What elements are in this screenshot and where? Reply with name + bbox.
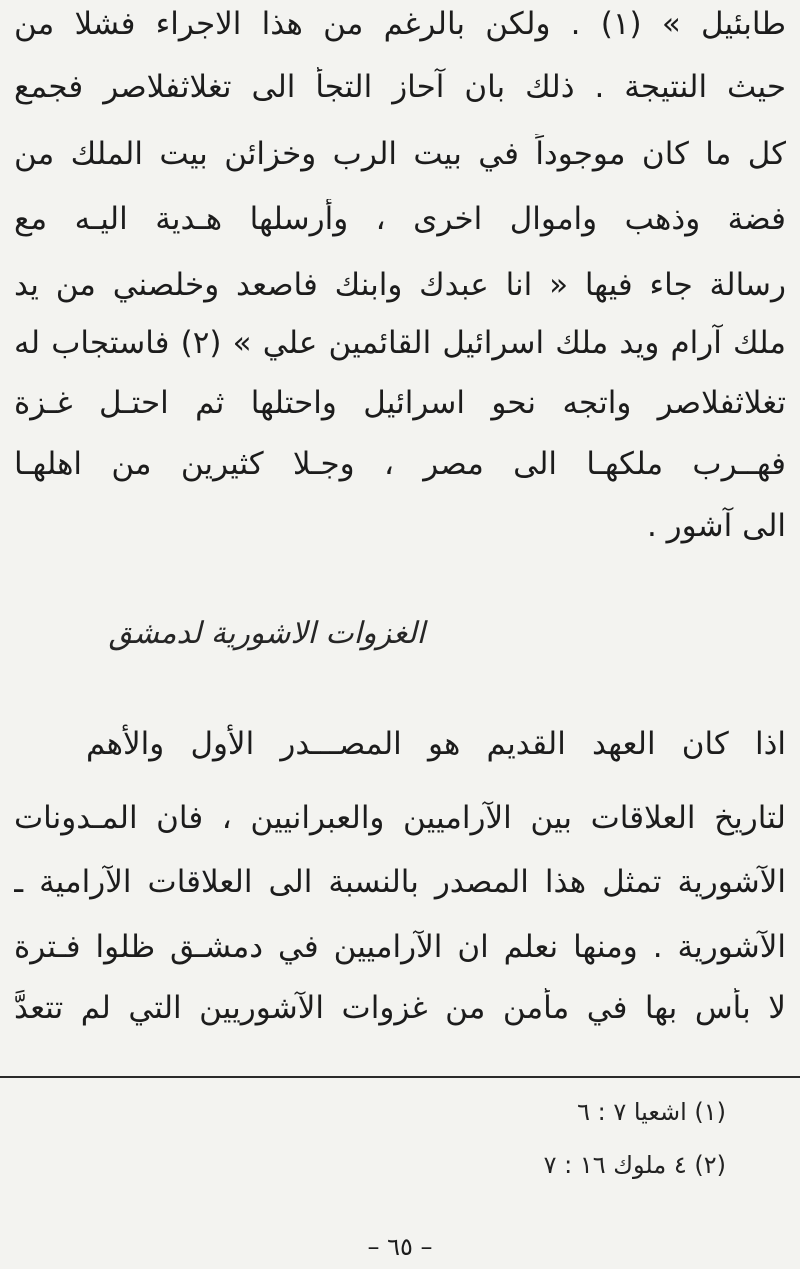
- body-text-line: فضة وذهب واموال اخرى ، وأرسلها هـدية اليـه مع: [14, 201, 786, 237]
- footnote: (٢) ٤ ملوك ١٦ : ٧: [543, 1151, 726, 1179]
- body-text-line: طابئيل » (١) . ولكن بالرغم من هذا الاجراء فشلا من: [14, 6, 786, 42]
- page-number: – ٦٥ –: [367, 1233, 433, 1261]
- body-text-line: لا بأس بها في مأمن من غزوات الآشوريين التي لم تتعدَّ: [14, 990, 786, 1026]
- body-text-line: لتاريخ العلاقات بين الآراميين والعبرانيين ، فان المـدونات: [14, 800, 786, 836]
- body-text-line: اذا كان العهد القديم هو المصـــدر الأول والأهم: [86, 726, 786, 762]
- body-text-line: ملك آرام ويد ملك اسرائيل القائمين علي » (٢) فاستجاب له: [14, 325, 786, 361]
- footnote: (١) اشعيا ٧ : ٦: [577, 1098, 726, 1126]
- body-text-line: رسالة جاء فيها « انا عبدك وابنك فاصعد وخلصني من يد: [14, 267, 786, 303]
- body-text-line: الى آشور .: [646, 508, 786, 544]
- body-text-line: الآشورية تمثل هذا المصدر بالنسبة الى العلاقات الآرامية ـ: [14, 864, 786, 900]
- body-text-line: الآشورية . ومنها نعلم ان الآراميين في دمشـق ظلوا فـترة: [14, 929, 786, 965]
- footnote-divider: [0, 1076, 800, 1078]
- section-heading: الغزوات الاشورية لدمشق: [108, 616, 425, 651]
- body-text-line: تغلاثفلاصر واتجه نحو اسرائيل واحتلها ثم احتـل غـزة: [14, 385, 786, 421]
- body-text-line: حيث النتيجة . ذلك بان آحاز التجأ الى تغلاثفلاصر فجمع: [14, 69, 786, 105]
- body-text-line: كل ما كان موجوداً في بيت الرب وخزائن بيت الملك من: [14, 136, 786, 172]
- body-text-line: فهــرب ملكهـا الى مصر ، وجـلا كثيرين من اهلهـا: [14, 446, 786, 482]
